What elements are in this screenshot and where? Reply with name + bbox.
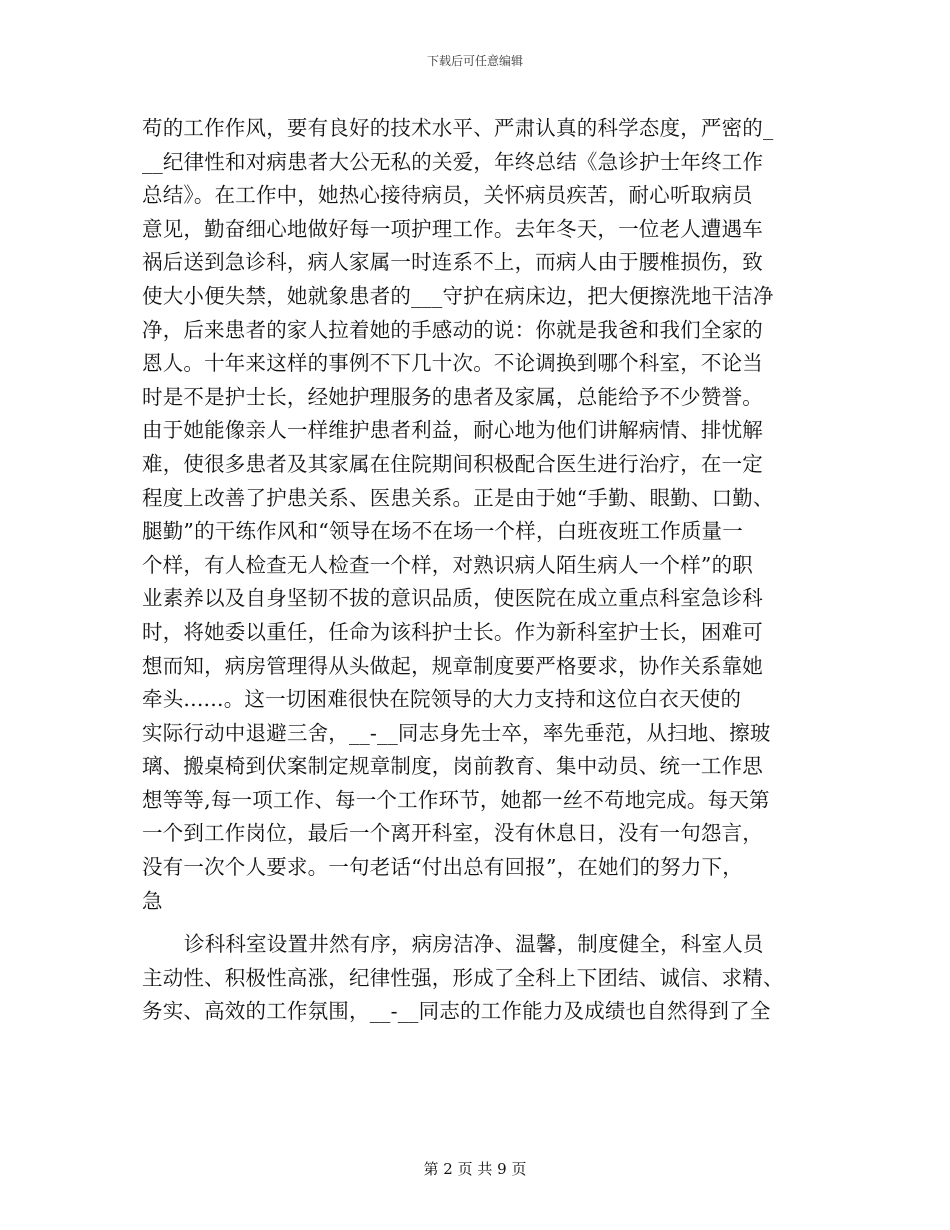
paragraph-1	[142, 112, 822, 918]
text-line: 想而知，病房管理得从头做起，规章制度要严格要求，协作关系靠她	[142, 653, 763, 678]
text-line: 程度上改善了护患关系、医患关系。正是由于她“手勤、眼勤、口勤、	[142, 485, 774, 510]
text-line: 一个到工作岗位，最后一个离开科室，没有休息日，没有一句怨言，	[142, 821, 763, 846]
text-line: 意见，勤奋细心地做好每一项护理工作。去年冬天，一位老人遭遇车	[142, 216, 763, 241]
text-line: 净，后来患者的家人拉着她的手感动的说：你就是我爸和我们全家的	[142, 317, 763, 342]
document-body	[142, 112, 822, 1029]
text-line: 难，使很多患者及其家属在住院期间积极配合医生进行治疗，在一定	[142, 451, 763, 476]
text-line: 没有一次个人要求。一句老话“付出总有回报”，在她们的努力下，	[142, 855, 743, 880]
text-line: 实际行动中退避三舍，__-__同志身先士卒，率先垂范，从扫地、擦玻	[142, 720, 771, 745]
text-line: 恩人。十年来这样的事例不下几十次。不论调换到哪个科室，不论当	[142, 351, 763, 376]
text-line: 业素养以及自身坚韧不拔的意识品质，使医院在成立重点科室急诊科	[142, 586, 763, 611]
text-line: 祸后送到急诊科，病人家属一时连系不上，而病人由于腰椎损伤，致	[142, 250, 763, 275]
text-line: 璃、搬桌椅到伏案制定规章制度，岗前教育、集中动员、统一工作思	[142, 754, 763, 779]
text-line: 务实、高效的工作氛围，__-__同志的工作能力及成绩也自然得到了全	[142, 999, 771, 1024]
text-line: 个样，有人检查无人检查一个样，对熟识病人陌生病人一个样”的职	[142, 552, 753, 577]
paragraph-gap	[142, 918, 822, 928]
text-line: 主动性、积极性高涨，纪律性强，形成了全科上下团结、诚信、求精、	[142, 965, 784, 990]
page-header-note: 下载后可任意编辑	[426, 54, 523, 68]
text-line: 时，将她委以重任，任命为该科护士长。作为新科室护士长，困难可	[142, 619, 763, 644]
paragraph-2	[142, 928, 822, 1029]
page-number: 第 2 页 共 9 页	[423, 1160, 527, 1178]
text-line: 诊科科室设置井然有序，病房洁净、温馨，制度健全，科室人员	[184, 932, 764, 957]
text-line: 总结》。在工作中，她热心接待病员，关怀病员疾苦，耐心听取病员	[142, 183, 753, 208]
text-line: 牵头......。这一切困难很快在院领导的大力支持和这位白衣天使的	[142, 687, 742, 712]
text-line: 由于她能像亲人一样维护患者利益，耐心地为他们讲解病情、排忧解	[142, 418, 763, 443]
text-line: 使大小便失禁，她就象患者的___守护在病床边，把大便擦洗地干洁净	[142, 283, 774, 308]
text-line: 时是不是护士长，经她护理服务的患者及家属，总能给予不少赞誉。	[142, 384, 763, 409]
text-line: 腿勤”的干练作风和“领导在场不在场一个样，白班夜班工作质量一	[142, 519, 743, 544]
text-line: 苟的工作作风，要有良好的技术水平、严肃认真的科学态度，严密的_	[142, 116, 774, 140]
text-line: 急	[142, 888, 163, 913]
text-line: 想等等,每一项工作、每一个工作环节，她都一丝不苟地完成。每天第	[142, 787, 770, 812]
text-line: __纪律性和对病患者大公无私的关爱，年终总结《急诊护士年终工作	[142, 149, 764, 174]
